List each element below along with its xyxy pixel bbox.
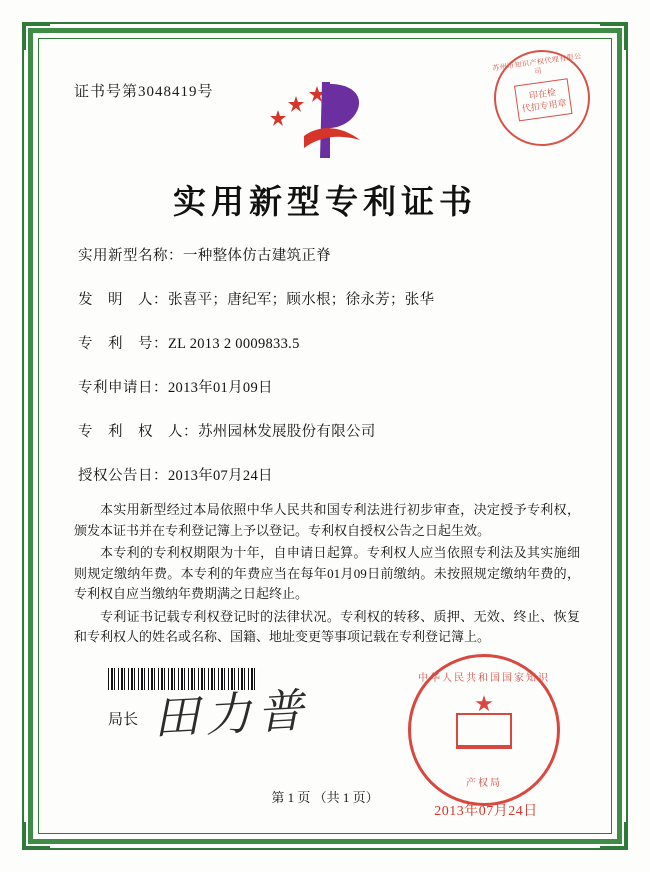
field-value-name: 一种整体仿古建筑正脊	[183, 248, 331, 264]
field-row-grant-date	[78, 464, 582, 485]
field-label-grant-date: 授权公告日：	[78, 468, 168, 484]
field-label-application-date: 专利申请日：	[78, 380, 168, 396]
field-label-patent-number: 专 利 号：	[78, 336, 168, 352]
agency-seal-line2: 代扣专用章	[521, 97, 568, 114]
field-list	[78, 244, 582, 508]
director-label: 局长	[108, 712, 139, 728]
legal-text-block	[74, 500, 580, 650]
legal-paragraph-1: 本实用新型经过本局依照中华人民共和国专利法进行初步审查，决定授予专利权，颁发本证书并在专利登记簿上予以登记。专利权自授权公告之日起生效。	[74, 502, 580, 538]
field-value-application-date: 2013年01月09日	[168, 380, 273, 396]
legal-paragraph-2: 本专利的专利权期限为十年，自申请日起算。专利权人应当依照专利法及其实施细则规定缴纳年费。本专利的年费应当在每年01月09日前缴纳。未按照规定缴纳年费的，专利权自应当缴纳年费期满之日起终止。	[74, 545, 580, 601]
agency-seal-stamp	[488, 44, 596, 152]
field-value-inventors: 张喜平；唐纪军；顾水根；徐永芳；张华	[168, 292, 435, 308]
agency-seal-ring-text: 苏州市知识产权代理有限公司	[491, 52, 583, 76]
corner-ornament-top-left	[24, 24, 50, 50]
national-office-seal	[408, 654, 560, 806]
national-seal-top-text: 中华人民共和国国家知识	[418, 673, 550, 684]
national-seal-bottom-text: 产权局	[466, 778, 502, 789]
page-title: 实用新型专利证书	[173, 185, 477, 221]
legal-paragraph-3: 专利证书记载专利权登记时的法律状况。专利权的转移、质押、无效、终止、恢复和专利权人的姓名或名称、国籍、地址变更等事项记载在专利登记簿上。	[74, 608, 580, 644]
field-label-inventors: 发 明 人：	[78, 292, 168, 308]
agency-seal-inner-box	[514, 78, 572, 121]
certificate-number: 证书号第3048419号	[74, 84, 214, 100]
corner-ornament-bottom-left	[24, 822, 50, 848]
director-signature: 田力普	[151, 684, 311, 745]
field-row-name	[78, 244, 582, 265]
field-row-patentee	[78, 420, 582, 441]
field-label-name: 实用新型名称：	[78, 248, 183, 264]
certificate-content	[48, 48, 602, 824]
field-value-patentee: 苏州园林发展股份有限公司	[198, 424, 376, 440]
field-row-application-date	[78, 376, 582, 397]
star-icon: ★	[474, 691, 494, 716]
patent-office-logo	[260, 74, 390, 164]
emblem-icon	[456, 713, 512, 749]
page-number: 第 1 页 （共 1 页）	[271, 790, 379, 805]
agency-seal-line1: 印在检	[528, 87, 557, 101]
field-row-patent-number	[78, 332, 582, 353]
field-value-patent-number: ZL 2013 2 0009833.5	[168, 336, 300, 352]
field-label-patentee: 专 利 权 人：	[78, 424, 198, 440]
field-value-grant-date: 2013年07月24日	[168, 468, 273, 484]
field-row-inventors	[78, 288, 582, 309]
corner-ornament-bottom-right	[600, 822, 626, 848]
corner-ornament-top-right	[600, 24, 626, 50]
seal-date: 2013年07月24日	[434, 804, 538, 819]
